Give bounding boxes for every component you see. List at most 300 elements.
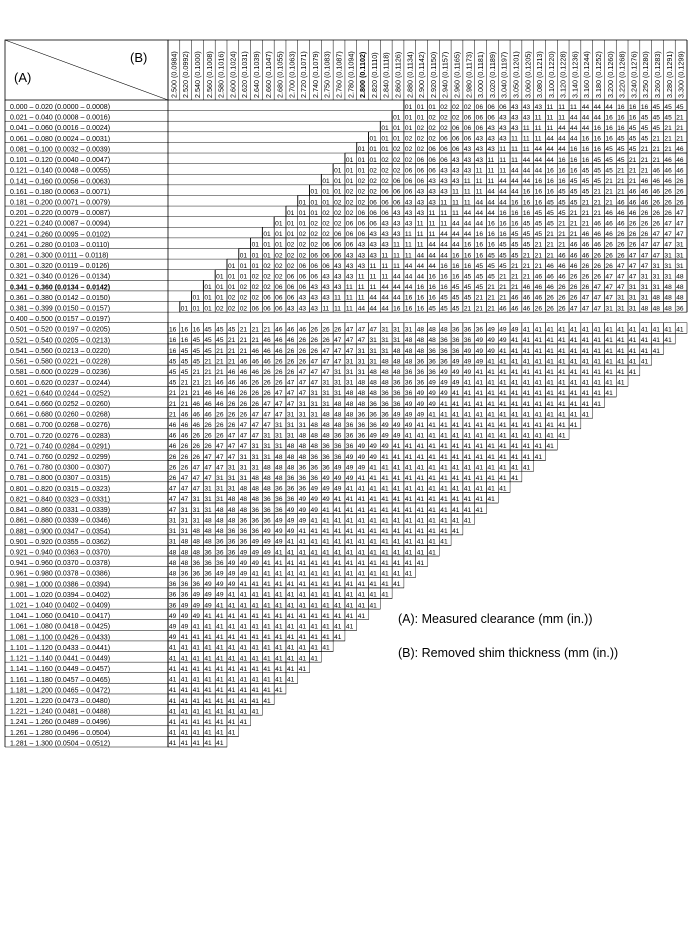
cell-value: 16 bbox=[629, 114, 637, 122]
cell-value: 46 bbox=[570, 252, 578, 260]
column-header-label: 3.200 (0.1260) bbox=[605, 51, 615, 98]
cell-value: 41 bbox=[263, 687, 271, 695]
cell-value: 44 bbox=[452, 231, 460, 239]
column-header-label: 2.500 (0.0984) bbox=[169, 51, 179, 98]
cell-value: 41 bbox=[475, 390, 484, 398]
cell-value: 11 bbox=[357, 284, 365, 292]
row-label: 1.161 – 1.180 (0.0457 – 0.0465) bbox=[10, 676, 111, 684]
cell-value: 41 bbox=[180, 687, 189, 695]
cell-value: 47 bbox=[345, 347, 354, 355]
cell-value: 41 bbox=[428, 464, 436, 472]
cell-value: 41 bbox=[546, 390, 554, 398]
cell-value: 41 bbox=[381, 570, 389, 578]
cell-value: 47 bbox=[192, 464, 200, 472]
cell-value: 01 bbox=[227, 273, 236, 281]
cell-value: 49 bbox=[298, 517, 307, 525]
cell-value: 41 bbox=[345, 559, 354, 567]
cell-value: 41 bbox=[452, 411, 460, 419]
cell-value: 26 bbox=[227, 411, 236, 419]
cell-value: 41 bbox=[357, 517, 366, 525]
cell-value: 11 bbox=[404, 252, 412, 260]
cell-value: 41 bbox=[345, 612, 354, 620]
column-header-label: 2.740 (0.1079) bbox=[310, 51, 320, 98]
cell-value: 36 bbox=[322, 464, 330, 472]
cell-value: 43 bbox=[440, 188, 448, 196]
cell-value: 02 bbox=[310, 241, 318, 249]
cell-value: 11 bbox=[463, 178, 471, 186]
cell-value: 45 bbox=[452, 284, 460, 292]
cell-value: 41 bbox=[239, 612, 248, 620]
cell-value: 41 bbox=[369, 528, 377, 536]
cell-value: 48 bbox=[263, 475, 271, 483]
cell-value: 48 bbox=[640, 305, 649, 313]
cell-value: 36 bbox=[334, 443, 342, 451]
cell-value: 26 bbox=[593, 273, 601, 281]
cell-value: 45 bbox=[216, 337, 224, 345]
cell-value: 41 bbox=[593, 368, 601, 376]
row-label: 0.701 – 0.720 (0.0276 – 0.0283) bbox=[10, 432, 111, 440]
cell-value: 36 bbox=[452, 326, 460, 334]
cell-value: 41 bbox=[286, 612, 295, 620]
cell-value: 41 bbox=[511, 422, 519, 430]
cell-value: 11 bbox=[570, 103, 577, 111]
cell-value: 16 bbox=[534, 199, 543, 207]
cell-value: 41 bbox=[629, 326, 637, 334]
cell-value: 02 bbox=[298, 231, 307, 239]
cell-value: 41 bbox=[475, 411, 484, 419]
cell-value: 36 bbox=[180, 581, 189, 589]
cell-value: 41 bbox=[558, 337, 566, 345]
cell-value: 11 bbox=[452, 188, 459, 196]
cell-value: 36 bbox=[452, 347, 460, 355]
cell-value: 02 bbox=[416, 146, 425, 154]
cell-value: 41 bbox=[463, 453, 472, 461]
cell-value: 41 bbox=[216, 665, 224, 673]
cell-value: 16 bbox=[640, 103, 649, 111]
cell-value: 41 bbox=[546, 368, 554, 376]
cell-value: 41 bbox=[298, 528, 307, 536]
cell-value: 11 bbox=[534, 135, 542, 143]
cell-value: 31 bbox=[169, 517, 177, 525]
cell-value: 31 bbox=[216, 485, 224, 493]
cell-value: 21 bbox=[487, 284, 495, 292]
cell-value: 45 bbox=[640, 125, 649, 133]
cell-value: 16 bbox=[487, 220, 495, 228]
cell-value: 26 bbox=[180, 464, 189, 472]
cell-value: 41 bbox=[534, 379, 543, 387]
cell-value: 41 bbox=[664, 326, 672, 334]
cell-value: 31 bbox=[286, 422, 295, 430]
cell-value: 41 bbox=[522, 358, 531, 366]
cell-value: 41 bbox=[275, 581, 283, 589]
cell-value: 01 bbox=[369, 146, 377, 154]
cell-value: 21 bbox=[227, 337, 236, 345]
cell-value: 36 bbox=[192, 559, 200, 567]
cell-value: 49 bbox=[263, 549, 271, 557]
cell-value: 48 bbox=[204, 517, 212, 525]
cell-value: 46 bbox=[169, 432, 177, 440]
cell-value: 48 bbox=[216, 506, 224, 514]
cell-value: 21 bbox=[511, 284, 519, 292]
cell-value: 16 bbox=[617, 125, 625, 133]
cell-value: 48 bbox=[239, 485, 248, 493]
cell-value: 49 bbox=[345, 453, 354, 461]
cell-value: 11 bbox=[404, 231, 412, 239]
legend-removed-shim-thickness: (B): Removed shim thickness (mm (in.)) bbox=[398, 646, 619, 660]
cell-value: 41 bbox=[534, 358, 543, 366]
cell-value: 02 bbox=[369, 178, 377, 186]
cell-value: 45 bbox=[169, 358, 177, 366]
cell-value: 41 bbox=[275, 559, 283, 567]
cell-value: 43 bbox=[298, 294, 307, 302]
cell-value: 06 bbox=[345, 241, 354, 249]
cell-value: 41 bbox=[416, 443, 425, 451]
cell-value: 41 bbox=[452, 453, 460, 461]
cell-value: 41 bbox=[310, 612, 318, 620]
cell-value: 01 bbox=[263, 231, 271, 239]
cell-value: 21 bbox=[546, 231, 554, 239]
cell-value: 48 bbox=[357, 400, 366, 408]
cell-value: 41 bbox=[298, 665, 307, 673]
cell-value: 41 bbox=[263, 634, 271, 642]
cell-value: 47 bbox=[664, 241, 672, 249]
cell-value: 41 bbox=[581, 390, 590, 398]
cell-value: 41 bbox=[381, 591, 389, 599]
cell-value: 16 bbox=[169, 347, 177, 355]
cell-value: 11 bbox=[416, 220, 424, 228]
cell-value: 41 bbox=[511, 475, 519, 483]
cell-value: 31 bbox=[652, 273, 660, 281]
cell-value: 41 bbox=[180, 740, 189, 748]
cell-value: 31 bbox=[322, 390, 330, 398]
cell-value: 47 bbox=[640, 262, 649, 270]
cell-value: 06 bbox=[416, 167, 425, 175]
cell-value: 46 bbox=[227, 368, 236, 376]
cell-value: 41 bbox=[334, 570, 342, 578]
cell-value: 02 bbox=[275, 273, 283, 281]
cell-value: 49 bbox=[275, 517, 283, 525]
row-label: 0.221 – 0.240 (0.0087 – 0.0094) bbox=[10, 220, 111, 228]
cell-value: 02 bbox=[416, 125, 425, 133]
cell-value: 26 bbox=[251, 390, 259, 398]
cell-value: 41 bbox=[286, 665, 295, 673]
cell-value: 36 bbox=[393, 390, 401, 398]
cell-value: 41 bbox=[227, 612, 236, 620]
cell-value: 43 bbox=[322, 294, 330, 302]
cell-value: 44 bbox=[428, 262, 436, 270]
cell-value: 31 bbox=[275, 432, 283, 440]
cell-value: 41 bbox=[570, 411, 578, 419]
cell-value: 41 bbox=[546, 432, 554, 440]
cell-value: 36 bbox=[251, 528, 259, 536]
cell-value: 41 bbox=[393, 464, 401, 472]
cell-value: 49 bbox=[428, 390, 436, 398]
row-label: 0.121 – 0.140 (0.0048 – 0.0055) bbox=[10, 167, 111, 175]
cell-value: 47 bbox=[180, 485, 189, 493]
cell-value: 45 bbox=[169, 379, 177, 387]
cell-value: 41 bbox=[487, 390, 495, 398]
cell-value: 41 bbox=[310, 591, 318, 599]
row-label: 1.021 – 1.040 (0.0402 – 0.0409) bbox=[10, 602, 111, 610]
cell-value: 41 bbox=[381, 549, 389, 557]
cell-value: 47 bbox=[676, 231, 684, 239]
cell-value: 49 bbox=[463, 358, 472, 366]
cell-value: 47 bbox=[251, 422, 259, 430]
cell-value: 41 bbox=[546, 411, 554, 419]
cell-value: 02 bbox=[298, 241, 307, 249]
cell-value: 46 bbox=[546, 273, 554, 281]
cell-value: 41 bbox=[452, 464, 460, 472]
cell-value: 16 bbox=[511, 199, 519, 207]
cell-value: 44 bbox=[522, 167, 531, 175]
cell-value: 31 bbox=[310, 390, 318, 398]
cell-value: 31 bbox=[263, 453, 271, 461]
cell-value: 41 bbox=[239, 655, 248, 663]
cell-value: 21 bbox=[251, 326, 259, 334]
cell-value: 16 bbox=[522, 199, 531, 207]
cell-value: 11 bbox=[487, 178, 495, 186]
cell-value: 41 bbox=[227, 718, 236, 726]
cell-value: 47 bbox=[357, 337, 366, 345]
cell-value: 46 bbox=[192, 400, 200, 408]
cell-value: 47 bbox=[629, 262, 637, 270]
cell-value: 41 bbox=[216, 602, 224, 610]
cell-value: 41 bbox=[534, 368, 543, 376]
cell-value: 11 bbox=[534, 114, 542, 122]
cell-value: 41 bbox=[275, 591, 283, 599]
cell-value: 21 bbox=[263, 326, 271, 334]
cell-value: 11 bbox=[428, 231, 436, 239]
cell-value: 41 bbox=[322, 634, 330, 642]
cell-value: 41 bbox=[593, 379, 601, 387]
cell-value: 26 bbox=[640, 209, 649, 217]
cell-value: 02 bbox=[440, 103, 448, 111]
cell-value: 16 bbox=[404, 294, 413, 302]
cell-value: 45 bbox=[428, 305, 436, 313]
cell-value: 41 bbox=[169, 644, 177, 652]
cell-value: 31 bbox=[369, 337, 377, 345]
cell-value: 16 bbox=[546, 167, 554, 175]
cell-value: 36 bbox=[440, 347, 448, 355]
cell-value: 41 bbox=[487, 422, 495, 430]
cell-value: 36 bbox=[286, 485, 295, 493]
cell-value: 21 bbox=[499, 294, 507, 302]
cell-value: 36 bbox=[263, 506, 271, 514]
cell-value: 06 bbox=[263, 305, 271, 313]
cell-value: 06 bbox=[310, 262, 318, 270]
cell-value: 26 bbox=[216, 432, 224, 440]
cell-value: 41 bbox=[227, 687, 236, 695]
cell-value: 48 bbox=[298, 443, 307, 451]
cell-value: 41 bbox=[204, 697, 212, 705]
cell-value: 01 bbox=[239, 273, 248, 281]
column-header-label: 3.120 (0.1228) bbox=[558, 51, 568, 98]
cell-value: 46 bbox=[499, 305, 507, 313]
cell-value: 41 bbox=[180, 665, 189, 673]
cell-value: 41 bbox=[558, 411, 566, 419]
cell-value: 49 bbox=[440, 390, 448, 398]
cell-value: 31 bbox=[216, 496, 224, 504]
cell-value: 02 bbox=[440, 125, 448, 133]
cell-value: 31 bbox=[286, 411, 295, 419]
cell-value: 41 bbox=[546, 347, 554, 355]
cell-value: 47 bbox=[263, 422, 271, 430]
cell-value: 44 bbox=[558, 125, 566, 133]
cell-value: 47 bbox=[593, 294, 601, 302]
cell-value: 06 bbox=[369, 209, 377, 217]
cell-value: 49 bbox=[310, 496, 318, 504]
cell-value: 41 bbox=[593, 358, 601, 366]
cell-value: 48 bbox=[322, 411, 330, 419]
cell-value: 21 bbox=[617, 188, 625, 196]
cell-value: 48 bbox=[298, 432, 307, 440]
cell-value: 41 bbox=[428, 411, 436, 419]
cell-value: 11 bbox=[381, 273, 389, 281]
row-label: 0.241 – 0.260 (0.0095 – 0.0102) bbox=[10, 231, 111, 239]
cell-value: 02 bbox=[251, 294, 259, 302]
cell-value: 41 bbox=[605, 337, 613, 345]
cell-value: 26 bbox=[570, 273, 578, 281]
cell-value: 31 bbox=[404, 326, 413, 334]
cell-value: 49 bbox=[452, 368, 460, 376]
cell-value: 41 bbox=[334, 506, 342, 514]
cell-value: 48 bbox=[369, 390, 377, 398]
cell-value: 41 bbox=[322, 623, 330, 631]
cell-value: 48 bbox=[345, 400, 354, 408]
legend-measured-clearance: (A): Measured clearance (mm (in.)) bbox=[398, 612, 593, 626]
row-label: 0.081 – 0.100 (0.0032 – 0.0039) bbox=[10, 146, 111, 154]
cell-value: 41 bbox=[546, 443, 554, 451]
row-label: 0.761 – 0.780 (0.0300 – 0.0307) bbox=[10, 464, 111, 472]
cell-value: 26 bbox=[275, 368, 283, 376]
cell-value: 46 bbox=[605, 220, 613, 228]
cell-value: 26 bbox=[334, 326, 342, 334]
cell-value: 44 bbox=[499, 199, 507, 207]
column-header-label: 3.160 (0.1244) bbox=[582, 51, 592, 98]
cell-value: 41 bbox=[322, 538, 330, 546]
cell-value: 16 bbox=[617, 103, 625, 111]
cell-value: 41 bbox=[487, 358, 495, 366]
cell-value: 41 bbox=[404, 464, 413, 472]
cell-value: 41 bbox=[334, 517, 342, 525]
cell-value: 41 bbox=[239, 718, 248, 726]
cell-value: 41 bbox=[404, 559, 413, 567]
cell-value: 36 bbox=[204, 570, 212, 578]
cell-value: 11 bbox=[393, 241, 400, 249]
cell-value: 41 bbox=[334, 496, 342, 504]
row-label: 0.801 – 0.820 (0.0315 – 0.0323) bbox=[10, 485, 111, 493]
cell-value: 41 bbox=[440, 496, 448, 504]
cell-value: 11 bbox=[463, 199, 471, 207]
cell-value: 45 bbox=[463, 294, 472, 302]
cell-value: 43 bbox=[345, 252, 354, 260]
cell-value: 11 bbox=[369, 262, 377, 270]
cell-value: 46 bbox=[263, 337, 271, 345]
cell-value: 48 bbox=[204, 538, 212, 546]
cell-value: 47 bbox=[216, 453, 224, 461]
cell-value: 06 bbox=[428, 146, 436, 154]
cell-value: 41 bbox=[617, 326, 625, 334]
cell-value: 02 bbox=[263, 284, 271, 292]
cell-value: 01 bbox=[251, 252, 259, 260]
row-label: 0.841 – 0.860 (0.0331 – 0.0339) bbox=[10, 507, 111, 515]
cell-value: 26 bbox=[664, 188, 672, 196]
row-label: 0.400 – 0.500 (0.0157 – 0.0197) bbox=[10, 316, 111, 324]
cell-value: 02 bbox=[357, 178, 366, 186]
cell-value: 41 bbox=[416, 538, 425, 546]
cell-value: 26 bbox=[180, 453, 189, 461]
row-label: 0.061 – 0.080 (0.0024 – 0.0031) bbox=[10, 135, 111, 143]
cell-value: 41 bbox=[416, 559, 425, 567]
cell-value: 45 bbox=[558, 209, 566, 217]
cell-value: 02 bbox=[345, 188, 354, 196]
cell-value: 41 bbox=[381, 475, 389, 483]
cell-value: 49 bbox=[322, 485, 330, 493]
cell-value: 36 bbox=[286, 475, 295, 483]
cell-value: 02 bbox=[334, 220, 342, 228]
cell-value: 48 bbox=[227, 506, 236, 514]
cell-value: 46 bbox=[204, 400, 212, 408]
column-header-label: 3.300 (0.1299) bbox=[676, 51, 686, 98]
cell-value: 44 bbox=[357, 305, 366, 313]
cell-value: 43 bbox=[487, 146, 495, 154]
cell-value: 47 bbox=[239, 443, 248, 451]
cell-value: 49 bbox=[357, 443, 366, 451]
cell-value: 01 bbox=[322, 178, 330, 186]
cell-value: 31 bbox=[640, 273, 649, 281]
cell-value: 47 bbox=[169, 496, 177, 504]
cell-value: 01 bbox=[393, 135, 401, 143]
cell-value: 41 bbox=[452, 517, 460, 525]
cell-value: 16 bbox=[452, 252, 460, 260]
cell-value: 48 bbox=[180, 538, 189, 546]
row-label: 0.661 – 0.680 (0.0260 – 0.0268) bbox=[10, 411, 111, 419]
cell-value: 16 bbox=[463, 262, 472, 270]
cell-value: 45 bbox=[558, 199, 566, 207]
cell-value: 16 bbox=[487, 241, 495, 249]
cell-value: 44 bbox=[581, 114, 590, 122]
cell-value: 47 bbox=[192, 485, 200, 493]
cell-value: 01 bbox=[416, 114, 425, 122]
row-label: 0.321 – 0.340 (0.0126 – 0.0134) bbox=[10, 273, 111, 281]
cell-value: 01 bbox=[298, 209, 307, 217]
cell-value: 21 bbox=[239, 347, 248, 355]
row-label: 0.341 – 0.360 (0.0134 – 0.0142) bbox=[10, 284, 111, 292]
cell-value: 41 bbox=[499, 422, 507, 430]
cell-value: 44 bbox=[522, 156, 531, 164]
cell-value: 02 bbox=[286, 262, 295, 270]
cell-value: 48 bbox=[216, 517, 224, 525]
cell-value: 11 bbox=[452, 209, 459, 217]
cell-value: 01 bbox=[345, 178, 354, 186]
cell-value: 26 bbox=[310, 337, 318, 345]
cell-value: 06 bbox=[286, 294, 295, 302]
cell-value: 46 bbox=[239, 379, 248, 387]
cell-value: 16 bbox=[404, 305, 413, 313]
cell-value: 47 bbox=[676, 209, 684, 217]
cell-value: 36 bbox=[369, 400, 377, 408]
cell-value: 26 bbox=[570, 294, 578, 302]
cell-value: 43 bbox=[393, 231, 401, 239]
cell-value: 44 bbox=[428, 241, 436, 249]
cell-value: 41 bbox=[322, 591, 330, 599]
cell-value: 47 bbox=[204, 475, 212, 483]
cell-value: 26 bbox=[652, 209, 660, 217]
cell-value: 26 bbox=[286, 347, 295, 355]
cell-value: 41 bbox=[404, 475, 413, 483]
row-label: 1.181 – 1.200 (0.0465 – 0.0472) bbox=[10, 687, 111, 695]
cell-value: 01 bbox=[227, 284, 236, 292]
